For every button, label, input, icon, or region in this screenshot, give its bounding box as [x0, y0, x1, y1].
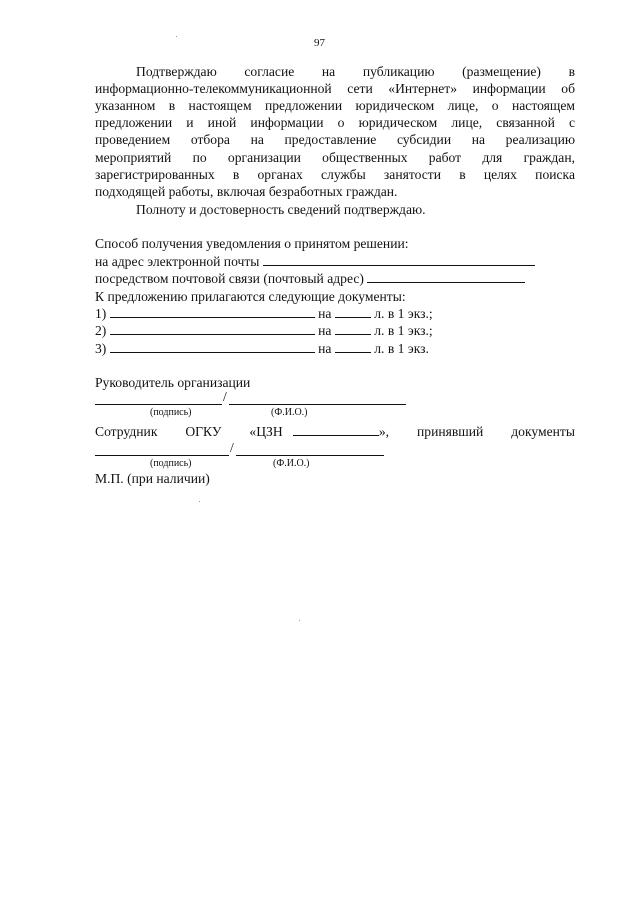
document-pages-blank[interactable]: [335, 322, 371, 335]
document-item-suffix: л. в 1 экз.: [374, 341, 429, 356]
czn-field: [249, 423, 389, 440]
document-item-suffix: л. в 1 экз.;: [374, 306, 433, 321]
scan-speck: [176, 36, 177, 37]
document-item-number: 2): [95, 323, 107, 338]
page-number: 97: [314, 37, 325, 49]
document-item-suffix: л. в 1 экз.;: [374, 323, 433, 338]
document-name-blank[interactable]: [110, 340, 315, 353]
consent-line-7: зарегистрированных в органах службы занятости в целях поиска: [95, 167, 575, 182]
document-item-2: [95, 322, 575, 339]
document-pages-blank[interactable]: [335, 305, 371, 318]
consent-line-8: подходящей работы, включая безработных граждан.: [95, 184, 398, 199]
employee-signature-line[interactable]: [95, 455, 229, 456]
document-item-na: на: [318, 306, 332, 321]
employee-word-5: принявший: [417, 424, 484, 439]
notification-heading: Способ получения уведомления о принятом решении:: [95, 236, 409, 251]
document-item-number: 1): [95, 306, 107, 321]
head-name-caption: (Ф.И.О.): [271, 407, 308, 418]
consent-confirmation: Полноту и достоверность сведений подтверждаю.: [136, 202, 426, 217]
employee-word-2: ОГКУ: [185, 424, 222, 439]
employee-signature-slash: /: [230, 440, 234, 455]
consent-line-5: проведением отбора на предоставление субсидии на реализацию: [95, 132, 575, 147]
stamp-note: М.П. (при наличии): [95, 471, 210, 486]
email-row: [95, 253, 575, 270]
document-name-blank[interactable]: [110, 305, 315, 318]
head-signature-slash: /: [223, 389, 227, 404]
czn-name-blank[interactable]: [293, 423, 379, 436]
employee-row: [95, 423, 575, 440]
postal-address-blank[interactable]: [367, 270, 525, 283]
consent-line-2: информационно-телекоммуникационной сети «Интернет» информации об: [95, 81, 575, 96]
consent-line-4: предложении и иной информации о юридическом лице, связанной с: [95, 115, 575, 130]
email-label: на адрес электронной почты: [95, 254, 260, 269]
document-item-na: на: [318, 341, 332, 356]
employee-name-caption: (Ф.И.О.): [273, 458, 310, 469]
employee-word-4: »,: [378, 424, 390, 439]
document-name-blank[interactable]: [110, 322, 315, 335]
postal-row: [95, 270, 575, 287]
document-item-1: [95, 305, 575, 322]
document-pages-blank[interactable]: [335, 340, 371, 353]
employee-signature-caption: (подпись): [150, 458, 192, 469]
email-blank[interactable]: [263, 253, 535, 266]
employee-word-1: Сотрудник: [95, 424, 158, 439]
postal-label: посредством почтовой связи (почтовый адрес): [95, 271, 364, 286]
document-item-3: [95, 340, 575, 357]
head-signature-line[interactable]: [95, 404, 222, 405]
consent-line-3: указанном в настоящем предложении юридическом лице, о настоящем: [95, 98, 575, 113]
head-title: Руководитель организации: [95, 375, 251, 390]
scan-speck: [299, 620, 300, 621]
head-name-line[interactable]: [229, 404, 406, 405]
head-signature-caption: (подпись): [150, 407, 192, 418]
employee-word-6: документы: [511, 424, 575, 439]
scan-speck: [199, 501, 200, 502]
employee-name-line[interactable]: [236, 455, 384, 456]
employee-word-3: «ЦЗН: [249, 424, 283, 439]
document-item-na: на: [318, 323, 332, 338]
consent-line-6: мероприятий по организации общественных работ для граждан,: [95, 150, 575, 165]
documents-heading: К предложению прилагаются следующие документы:: [95, 289, 406, 304]
consent-line-1: Подтверждаю согласие на публикацию (размещение) в: [136, 64, 575, 79]
document-item-number: 3): [95, 341, 107, 356]
